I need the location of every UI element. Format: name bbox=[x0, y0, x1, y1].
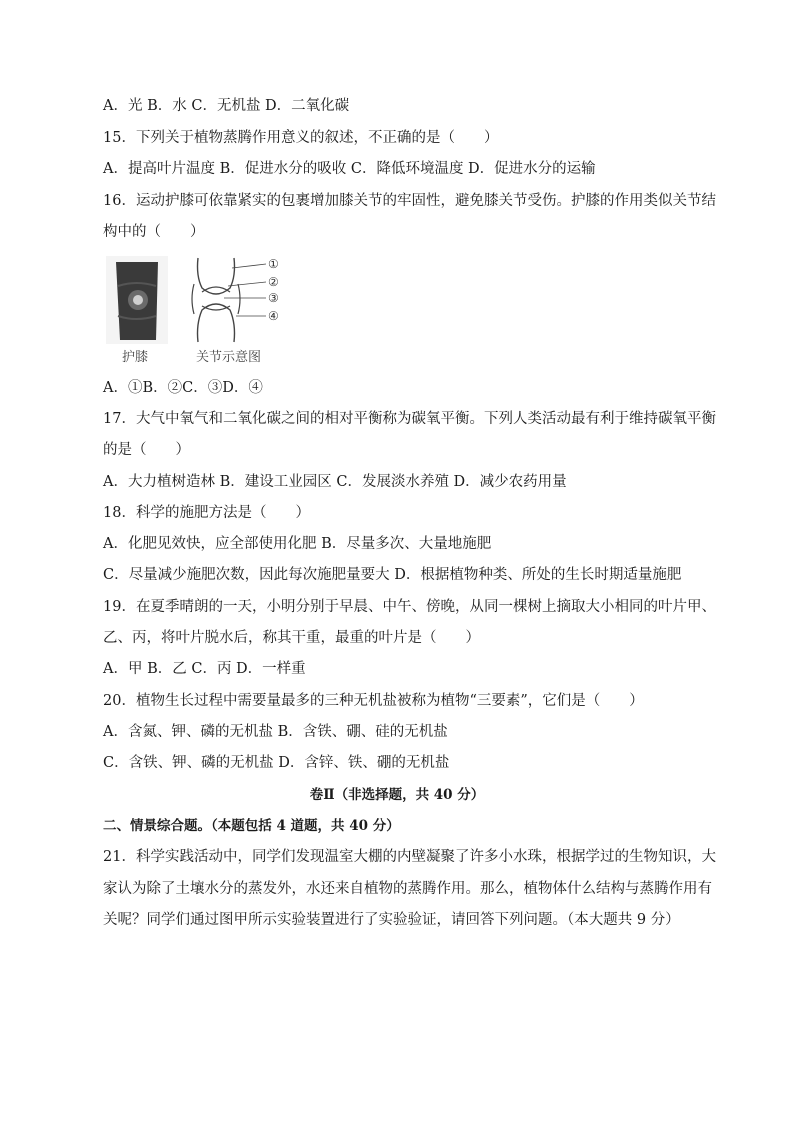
q16-stem-line1: 16．运动护膝可依靠紧实的包裹增加膝关节的牢固性，避免膝关节受伤。护膝的作用类似关节结 bbox=[103, 193, 716, 209]
q18-options-cd: C．尽量减少施肥次数，因此每次施肥量要大 D．根据植物种类、所处的生长时期适量施肥 bbox=[103, 567, 682, 583]
marker-3: ③ bbox=[268, 291, 279, 305]
knee-figure bbox=[106, 256, 296, 364]
q14-options: A．光 B．水 C．无机盐 D．二氧化碳 bbox=[103, 98, 350, 114]
q20-options-cd: C．含铁、钾、磷的无机盐 D．含锌、铁、硼的无机盐 bbox=[103, 755, 450, 771]
marker-2: ② bbox=[268, 275, 279, 289]
q16-stem-line2: 构中的（ ） bbox=[103, 224, 205, 240]
q15-stem: 15．下列关于植物蒸腾作用意义的叙述，不正确的是（ ） bbox=[103, 130, 499, 146]
q20-options-ab: A．含氮、钾、磷的无机盐 B．含铁、硼、硅的无机盐 bbox=[103, 724, 448, 740]
q21-stem-line3: 关呢？同学们通过图甲所示实验装置进行了实验验证，请回答下列问题。（本大题共 9 分） bbox=[103, 912, 680, 928]
q20-stem: 20．植物生长过程中需要量最多的三种无机盐被称为植物“三要素”，它们是（ ） bbox=[103, 693, 644, 709]
q17-stem-line1: 17．大气中氧气和二氧化碳之间的相对平衡称为碳氧平衡。下列人类活动最有利于维持碳氧平衡 bbox=[103, 411, 716, 427]
figure-caption-joint: 关节示意图 bbox=[196, 350, 262, 365]
q18-stem: 18．科学的施肥方法是（ ） bbox=[103, 505, 310, 521]
section-title: 卷Ⅱ（非选择题，共 40 分） bbox=[309, 787, 485, 803]
marker-1: ① bbox=[268, 257, 279, 271]
q19-stem-line1: 19．在夏季晴朗的一天，小明分别于早晨、中午、傍晚，从同一棵树上摘取大小相同的叶片甲、 bbox=[103, 599, 716, 615]
q17-options: A．大力植树造林 B．建设工业园区 C．发展淡水养殖 D．减少农药用量 bbox=[103, 474, 567, 490]
q17-stem-line2: 的是（ ） bbox=[103, 442, 190, 458]
q19-stem-line2: 乙、丙，将叶片脱水后，称其干重，最重的叶片是（ ） bbox=[103, 630, 480, 646]
figure-caption-brace: 护膝 bbox=[122, 350, 149, 365]
q16-options: A．①B．②C．③D．④ bbox=[103, 380, 263, 396]
marker-4: ④ bbox=[268, 309, 279, 323]
q21-stem-line1: 21．科学实践活动中，同学们发现温室大棚的内壁凝聚了许多小水珠，根据学过的生物知识，大 bbox=[103, 849, 716, 865]
q15-options: A．提高叶片温度 B．促进水分的吸收 C．降低环境温度 D．促进水分的运输 bbox=[103, 161, 596, 177]
q19-options: A．甲 B．乙 C．丙 D．一样重 bbox=[103, 661, 306, 677]
q18-options-ab: A．化肥见效快，应全部使用化肥 B．尽量多次、大量地施肥 bbox=[103, 536, 492, 552]
q21-stem-line2: 家认为除了土壤水分的蒸发外，水还来自植物的蒸腾作用。那么，植物体什么结构与蒸腾作用有 bbox=[103, 881, 712, 897]
part-heading: 二、情景综合题。（本题包括 4 道题，共 40 分） bbox=[103, 818, 400, 834]
